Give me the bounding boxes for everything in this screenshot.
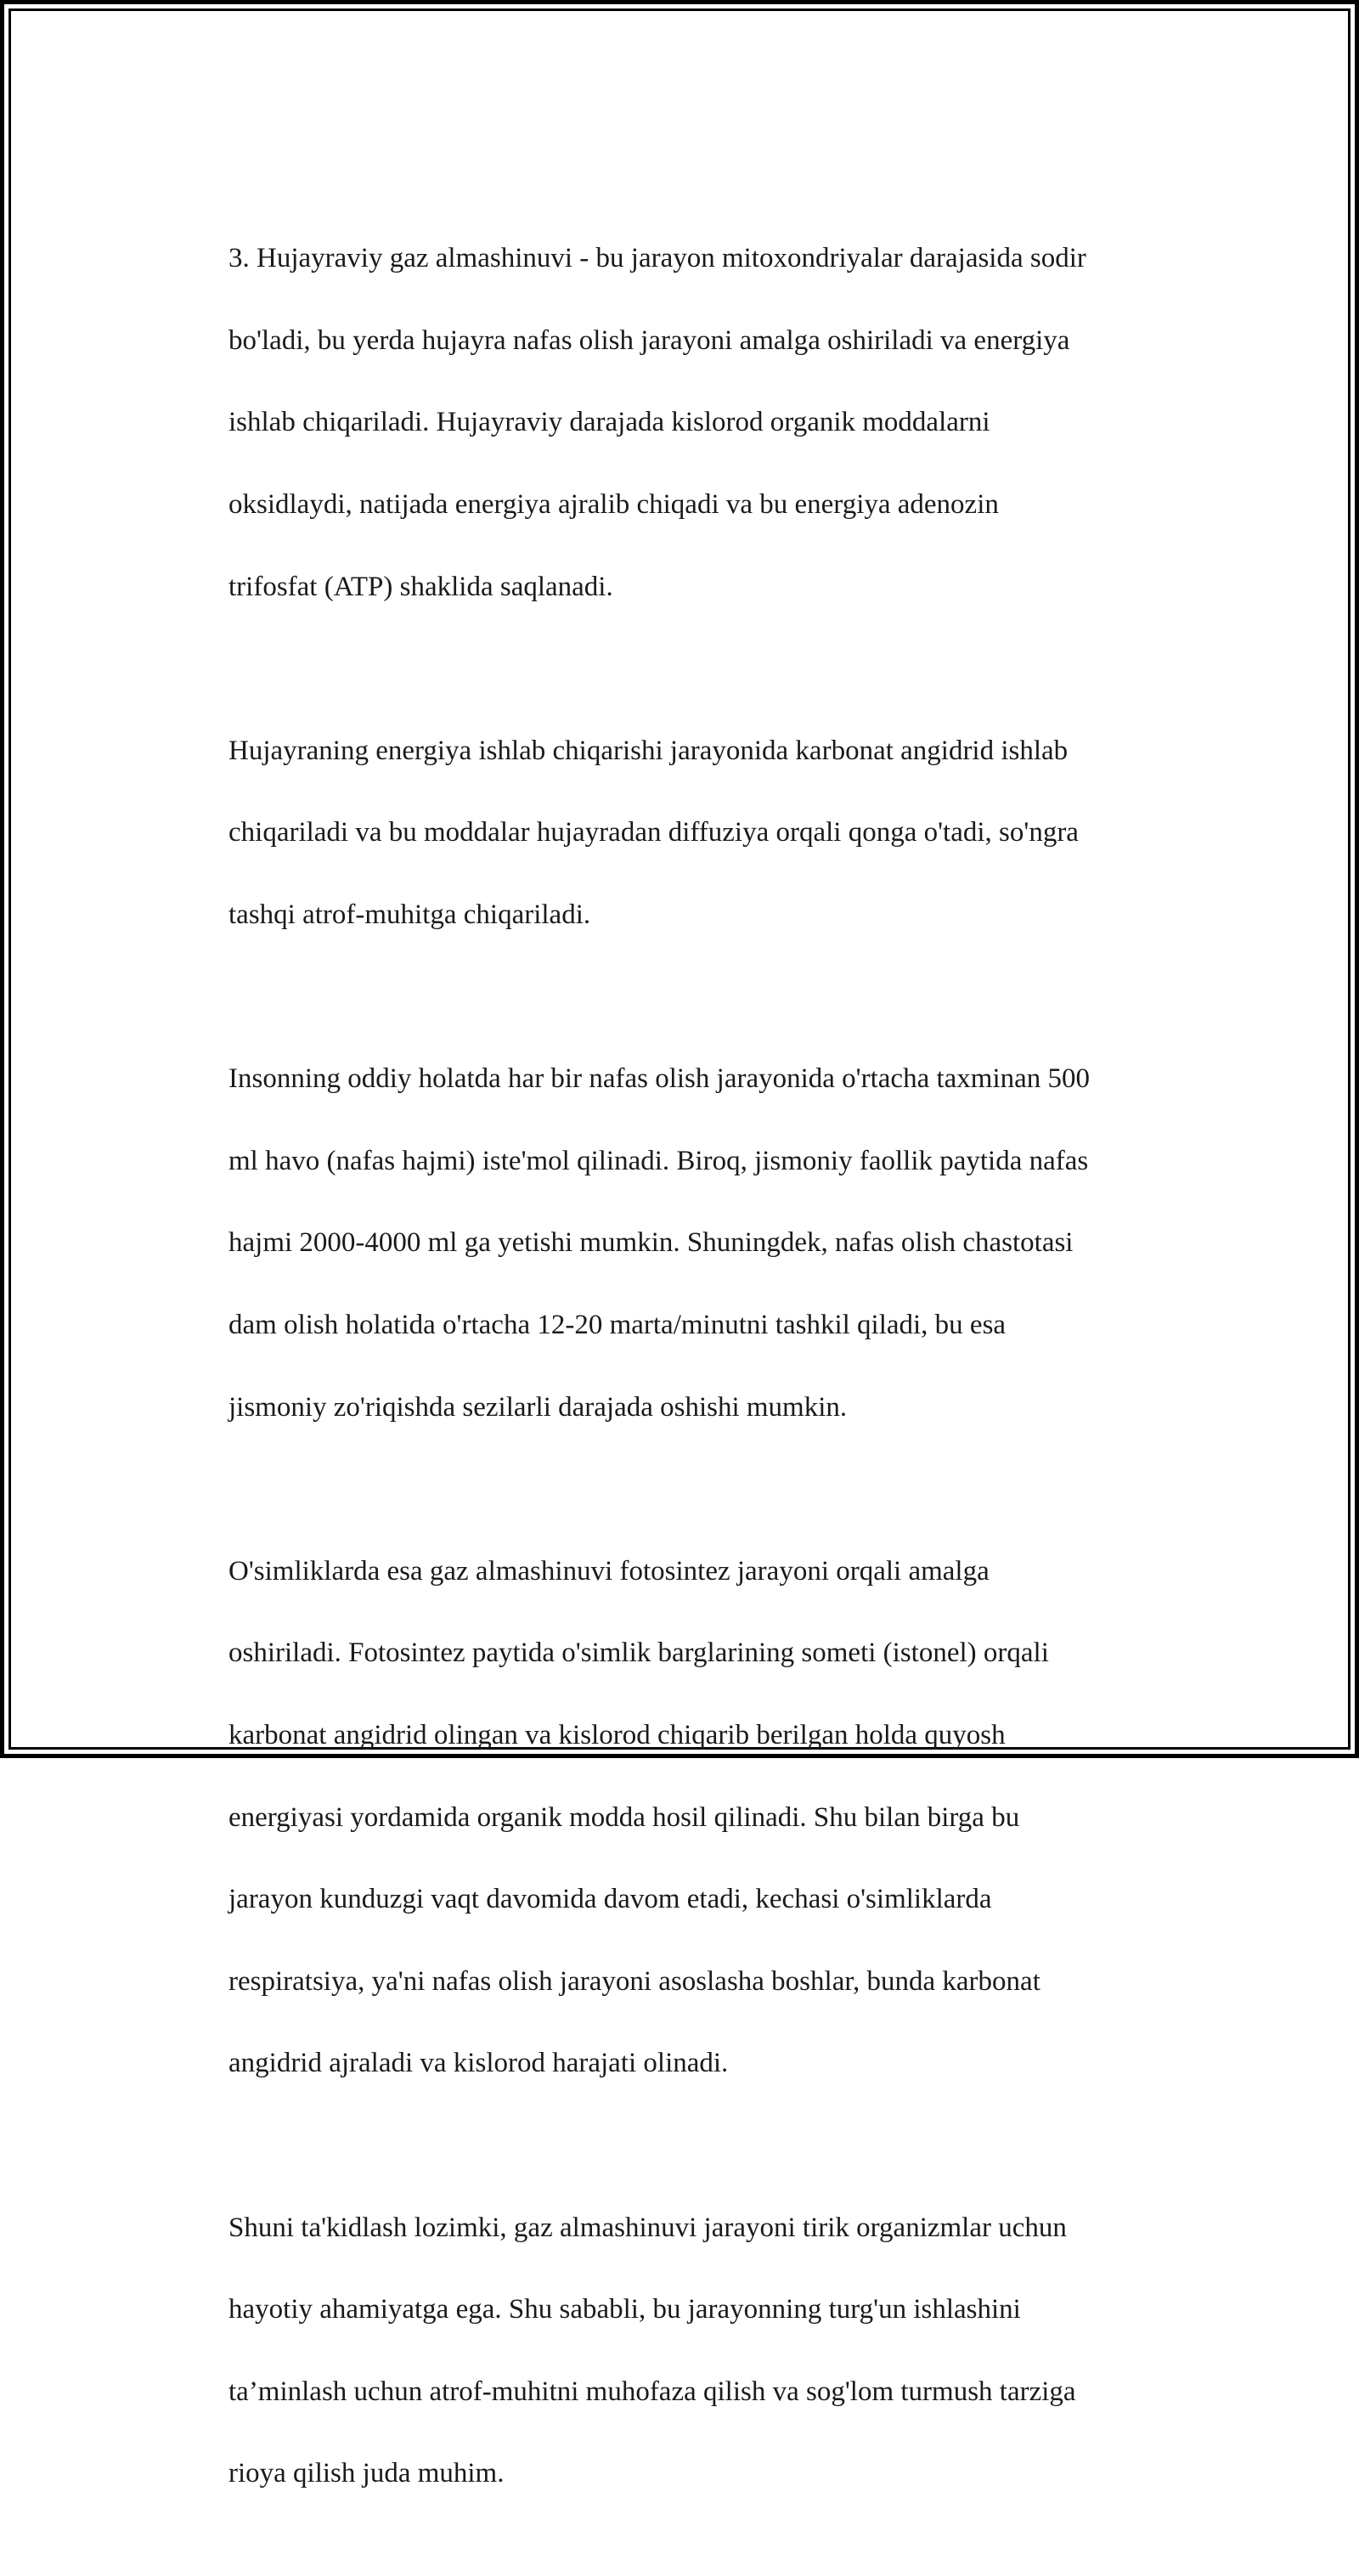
text-line: hayotiy ahamiyatga ega. Shu sababli, bu jarayonning turg'un ishlashini [228, 2294, 1021, 2325]
text-line: karbonat angidrid olingan va kislorod chiqarib berilgan holda quyosh [228, 1719, 1006, 1750]
paragraph-conclusion [200, 2166, 1165, 2535]
text-line: trifosfat (ATP) shaklida saqlanadi. [228, 571, 613, 602]
text-line: oksidlaydi, natijada energiya ajralib chiqadi va bu energiya adenozin [228, 489, 999, 521]
text-line: Hujayraning energiya ishlab chiqarishi jarayonida karbonat angidrid ishlab [228, 735, 1069, 766]
text-line: rioya qilish juda muhim. [228, 2458, 505, 2489]
paragraph-cellular-gas-exchange [200, 197, 1165, 648]
text-line: oshiriladi. Fotosintez paytida o'simlik barglarining someti (istonel) orqali [228, 1637, 1049, 1669]
text-line: hajmi 2000-4000 ml ga yetishi mumkin. Shuningdek, nafas olish chastotasi [228, 1227, 1074, 1259]
text-line: jarayon kunduzgi vaqt davomida davom etadi, kechasi o'simliklarda [228, 1884, 992, 1915]
text-line: chiqariladi va bu moddalar hujayradan diffuziya orqali qonga o'tadi, so'ngra [228, 817, 1079, 848]
text-line: ishlab chiqariladi. Hujayraviy darajada kislorod organik moddalarni [228, 407, 990, 438]
text-line: O'simliklarda esa gaz almashinuvi fotosintez jarayoni orqali amalga [228, 1555, 990, 1587]
text-line: tashqi atrof-muhitga chiqariladi. [228, 899, 591, 931]
text-line: respiratsiya, ya'ni nafas olish jarayoni asoslasha boshlar, bunda karbonat [228, 1965, 1040, 1997]
text-line: angidrid ajraladi va kislorod harajati olinadi. [228, 2048, 729, 2079]
text-line: 3. Hujayraviy gaz almashinuvi - bu jarayon mitoxondriyalar darajasida sodir [228, 243, 1086, 274]
text-line: Insonning oddiy holatda har bir nafas olish jarayonida o'rtacha taxminan 500 [228, 1063, 1091, 1095]
text-line: bo'ladi, bu yerda hujayra nafas olish jarayoni amalga oshiriladi va energiya [228, 324, 1070, 356]
paragraph-plant-gas-exchange [200, 1510, 1165, 2125]
document-body [200, 197, 1165, 2576]
text-line: dam olish holatida o'rtacha 12-20 marta/minutni tashkil qiladi, bu esa [228, 1310, 1007, 1341]
text-line: Shuni ta'kidlash lozimki, gaz almashinuvi jarayoni tirik organizmlar uchun [228, 2212, 1067, 2243]
text-line: jismoniy zo'riqishda sezilarli darajada oshishi mumkin. [228, 1391, 848, 1423]
text-line: ml havo (nafas hajmi) iste'mol qilinadi. Biroq, jismoniy faollik paytida nafas [228, 1145, 1089, 1176]
text-line: energiyasi yordamida organik modda hosil qilinadi. Shu bilan birga bu [228, 1801, 1020, 1833]
paragraph-human-breathing [200, 1017, 1165, 1468]
text-line: ta’minlash uchun atrof-muhitni muhofaza qilish va sog'lom turmush tarziga [228, 2376, 1076, 2407]
paragraph-carbon-dioxide-release [200, 690, 1165, 977]
